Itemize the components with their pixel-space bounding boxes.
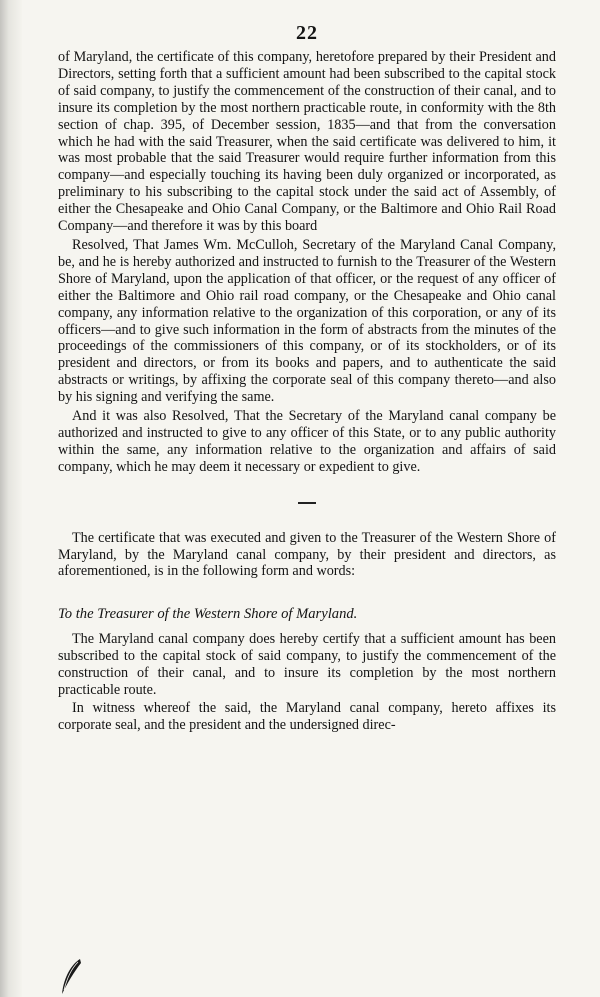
paragraph-resolution-state-officers: And it was also Resolved, That the Secretary of the Maryland canal company be authorized and instructed to give to any officer of this State, or to any public authority within the same, any information relative to the organization and affairs of said company, which he may deem it necessary or expedient to give. [58, 408, 556, 475]
binding-edge [0, 0, 22, 997]
page-number: 22 [296, 22, 318, 44]
paragraph-certificate-body: The Maryland canal company does hereby certify that a sufficient amount has been subscribed to the capital stock of said company, to justify the commencement of the construction of their canal, and to insure its completion by the most northern practicable route. [58, 631, 556, 699]
certificate-address-heading: To the Treasurer of the Western Shore of Maryland. [58, 606, 358, 623]
document-page [58, 22, 556, 734]
paragraph-witness: In witness whereof the said, the Maryland canal company, hereto affixes its corporate seal, and the president and the undersigned direc- [58, 700, 556, 733]
quill-mark-icon [60, 958, 82, 996]
paragraph-certificate-intro: The certificate that was executed and given to the Treasurer of the Western Shore of Maryland, by the Maryland canal company, by their president and directors, as aforementioned, is in the following form and words: [58, 529, 556, 580]
section-divider [298, 502, 316, 504]
paragraph-resolution-secretary: Resolved, That James Wm. McCulloh, Secretary of the Maryland Canal Company, be, and he is hereby authorized and instructed to furnish to the Treasurer of the Western Shore of Maryland, upon the application of that officer, or the request of any officer of either the Baltimore and Ohio rail road company, or the Chesapeake and Ohio canal company, any information relative to the organization of this corporation, or any of its officers—and to give such information in the form of abstracts from the minutes of the proceedings of the commissioners of this company, or of its stockholders, or of its president and directors, or from its books and papers, and to authenticate the said abstracts or writings, by affixing the corporate seal of this company thereto—and also by his signing and verifying the same. [58, 236, 556, 406]
paragraph-board-certificate: of Maryland, the certificate of this company, heretofore prepared by their President and Directors, setting forth that a sufficient amount had been subscribed to the capital stock of said company, to justify the commencement of the construction of their canal, and to insure its completion by the most northern practicable route, in conformity with the 8th section of chap. 395, of December session, 1835—and that from the conversation which he had with the said Treasurer, when the said certificate was delivered to him, it was most probable that the said Treasurer would require further information from this company—and especially touching its having been duly organized or incorporated, as preliminary to his subscribing to the capital stock under the said act of Assembly, of either the Chesapeake and Ohio Canal Company, or the Baltimore and Ohio Rail Road Company—and therefore it was by this board [58, 49, 556, 235]
